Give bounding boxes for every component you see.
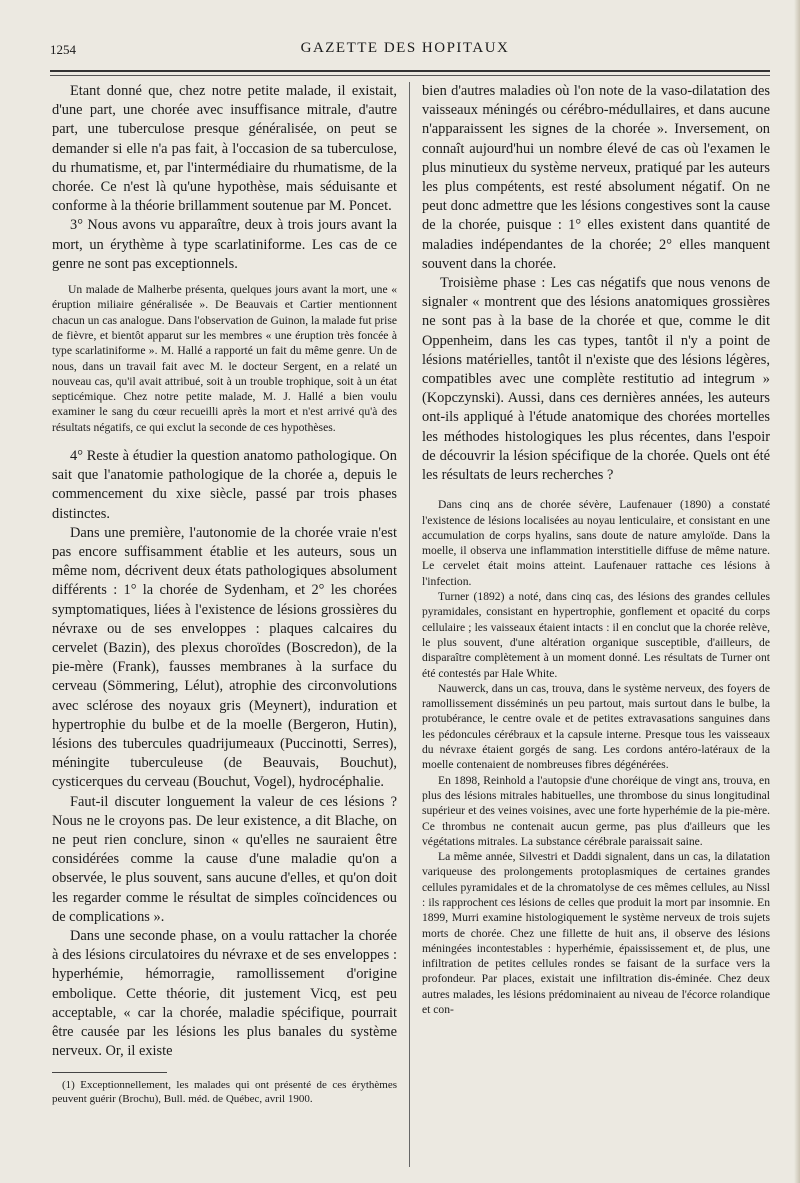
page-number: 1254 [50,42,76,57]
column-divider [409,82,410,1167]
paragraph: Etant donné que, chez notre petite malade, il existait, d'une part, une chorée avec insuffisance mitrale, d'autre part, une tuberculose presque généralisée, on peut se demander si elle n'a pas fait, à l'occasion de sa tuberculose, du rhumatisme, et, par l'intermédiaire du rhumatisme, de la chorée. Ce n'est là qu'une hypothèse, mais séduisante et conforme à la théorie brillamment soutenue par M. Poncet. [52,83,397,215]
paragraph: Troisième phase : Les cas négatifs que nous venons de signaler « montrent que des lésions anatomiques grossières ne sont pas à la base de la chorée et que, comme le dit Oppenheim, dans les cas types, tantôt il n'y a point de lésions matérielles, tantôt il n'existe que des lésions légères, compatibles avec une complète restitutio ad integrum » (Kopczynski). Aussi, dans ces dernières années, les auteurs ont-ils appliqué à l'étude anatomique des chorées mortelles les méthodes histologiques les plus récentes, dans l'espoir de découvrir la lésion spécifique de la chorée. Quels ont été les résultats de leurs recherches ? [422,275,770,484]
page-edge-shadow [794,0,800,1183]
paragraph-small: Dans cinq ans de chorée sévère, Laufenauer (1890) a constaté l'existence de lésions localisées au noyau lenticulaire, et consistant en une accumulation de corps hyalins, sans doute de nature amyloïde. Dans la moelle, il observa une inflammation interstitielle diffuse de même nature. Le cervelet était moins atteint. Laufenauer rattache ces lésions à l'infection. [422,498,770,588]
paragraph: bien d'autres maladies où l'on note de la vaso-dilatation des vaisseaux méningés ou cérébro-médullaires, et dans aucune n'apparaissent les signes de la chorée ». Inversement, on connaît aujourd'hui un nombre élevé de cas où l'examen le plus minutieux du système nerveux, pratiqué par les auteurs les plus compétents, est resté absolument négatif. On ne peut donc admettre que les lésions congestives sont la cause de la chorée, puisque : 1° elles existent dans quantité de maladies indépendantes de la chorée; 2° elles manquent souvent dans la chorée. [422,83,770,272]
header-rule-thin [50,75,770,76]
paragraph-small: En 1898, Reinhold a l'autopsie d'une choréique de vingt ans, trouva, en plus des lésions mitrales habituelles, une thrombose du sinus longitudinal supérieur et des veines voisines, avec une forte hyperhémie de la pie-mère. Ce thrombus ne contenait aucun germe, pas plus d'ailleurs que les végétations mitrales. La substance cérébrale paraissait saine. [422,773,770,848]
paragraph-small: Turner (1892) a noté, dans cinq cas, des lésions des grandes cellules pyramidales, consistant en hypertrophie, gonflement et opacité du corps cellulaire ; les vaisseaux étaient intacts : il en conclut que la chorée relève, le plus souvent, d'une altération organique susceptible, d'ailleurs, de disparaître complètement à un moment donné. Les résultats de Turner ont été contestés par Hale White. [422,590,770,680]
paragraph: 4° Reste à étudier la question anatomo pathologique. On sait que l'anatomie pathologique de la chorée a, depuis le commencement du xixe siècle, passé par trois phases distinctes. [52,448,397,522]
right-column [422,82,770,1017]
paragraph-small: Nauwerck, dans un cas, trouva, dans le système nerveux, des foyers de ramollissement disséminés un peu partout, mais surtout dans le bulbe, la protubérance, le centre ovale et de petites extravasations sanguines dans les pédoncules cérébraux et la capsule interne. Presque tous les vaisseaux du névraxe étaient gorgés de sang. Les cordons antéro-latéraux de la moelle contenaient de nombreuses fibres dégénérées. [422,681,770,772]
paragraph: 3° Nous avons vu apparaître, deux à trois jours avant la mort, un érythème à type scarlatiniforme. Les cas de ce genre ne sont pas exceptionnels. [52,217,397,272]
footnote: (1) Exceptionnellement, les malades qui ont présenté de ces érythèmes peuvent guérir (Brochu), Bull. méd. de Québec, avril 1900. [52,1078,397,1105]
paragraph-small: Un malade de Malherbe présenta, quelques jours avant la mort, une « éruption miliaire généralisée ». De Beauvais et Cartier mentionnent chacun un cas analogue. Dans l'observation de Guinon, la malade fut prise de fièvre, et bientôt apparut sur les membres « une éruption très foncée à type scarlatiniforme ». M. Hallé a rapporté un fait du même genre. Un de nous, dans un travail fait avec M. le docteur Sergent, en a relaté un nouveau cas, qu'il avait attribué, soit à un trouble trophique, soit à un état septicémique. Chez notre petite malade, M. J. Hallé a bien voulu examiner le sang du cœur recueilli après la mort et n'est arrivé qu'à des résultats négatifs, ce qui exclut la seconde de ces hypothèses. [52,283,397,434]
running-title: GAZETTE DES HOPITAUX [300,40,510,56]
paragraph: Dans une première, l'autonomie de la chorée vraie n'est pas encore suffisamment établie et les auteurs, sous un même nom, décrivent deux états pathologiques absolument différents : 1° la chorée de Sydenham, et 2° les chorées symptomatiques, liées à l'existence de lésions grossières du névraxe ou de ses enveloppes : plaques calcaires du cervelet (Bazin), des plexus choroïdes (Boscredon), de la pie-mère (Frank), fausses membranes à la surface du cerveau (Sömmering, Lélut), atrophie des circonvolutions avec sclérose des noyaux gris (Meynert), induration et hypertrophie du bulbe et de la moelle (Bergeron, Hutin), lésions des tubercules quadrijumeaux (Puccinotti, Serres), méningite tuberculeuse (de Beauvais, Bouchut), cysticerques du cerveau (Bouchut, Vogel), hydrocéphalie. [52,524,397,791]
footnote-rule [52,1072,167,1073]
paragraph: Faut-il discuter longuement la valeur de ces lésions ? Nous ne le croyons pas. De leur existence, a dit Blache, on ne peut rien conclure, sinon « qu'elles ne sauraient être considérées comme la cause d'une maladie qu'on a observée, le plus souvent, sans aucune d'elles, et qu'on doit les regarder comme le résultat de simples coïncidences ou de complications ». [52,793,397,925]
page-header [50,40,760,62]
left-column [52,82,397,1107]
paragraph: Dans une seconde phase, on a voulu rattacher la chorée à des lésions circulatoires du névraxe et de ses enveloppes : hyperhémie, hémorragie, ramollissement d'origine embolique. Cette théorie, dit justement Vicq, est peu acceptable, « car la chorée, maladie spécifique, pourrait être causée par les lésions les plus banales du système nerveux. Or, il existe [52,928,397,1060]
paragraph-small: La même année, Silvestri et Daddi signalent, dans un cas, la dilatation variqueuse des prolongements protoplasmiques de certaines grandes cellules pyramidales et de la chromatolyse de ces mêmes cellules, au Nissl : ils rapprochent ces lésions de celles que produit la mort par insomnie. En 1899, Murri examine histologiquement le système nerveux de trois sujets morts de chorée. Chez une fillette de huit ans, il observe des lésions méningées incontestables : hyperhémie, épaississement et, de plus, une infiltration de petites cellules rondes se faisant de la surface vers la profondeur. Par places, existait une infiltration dis-éminée. Chez deux autres malades, les lésions prédominaient au niveau de l'écorce rolandique et con- [422,850,770,1017]
header-rule [50,70,770,72]
